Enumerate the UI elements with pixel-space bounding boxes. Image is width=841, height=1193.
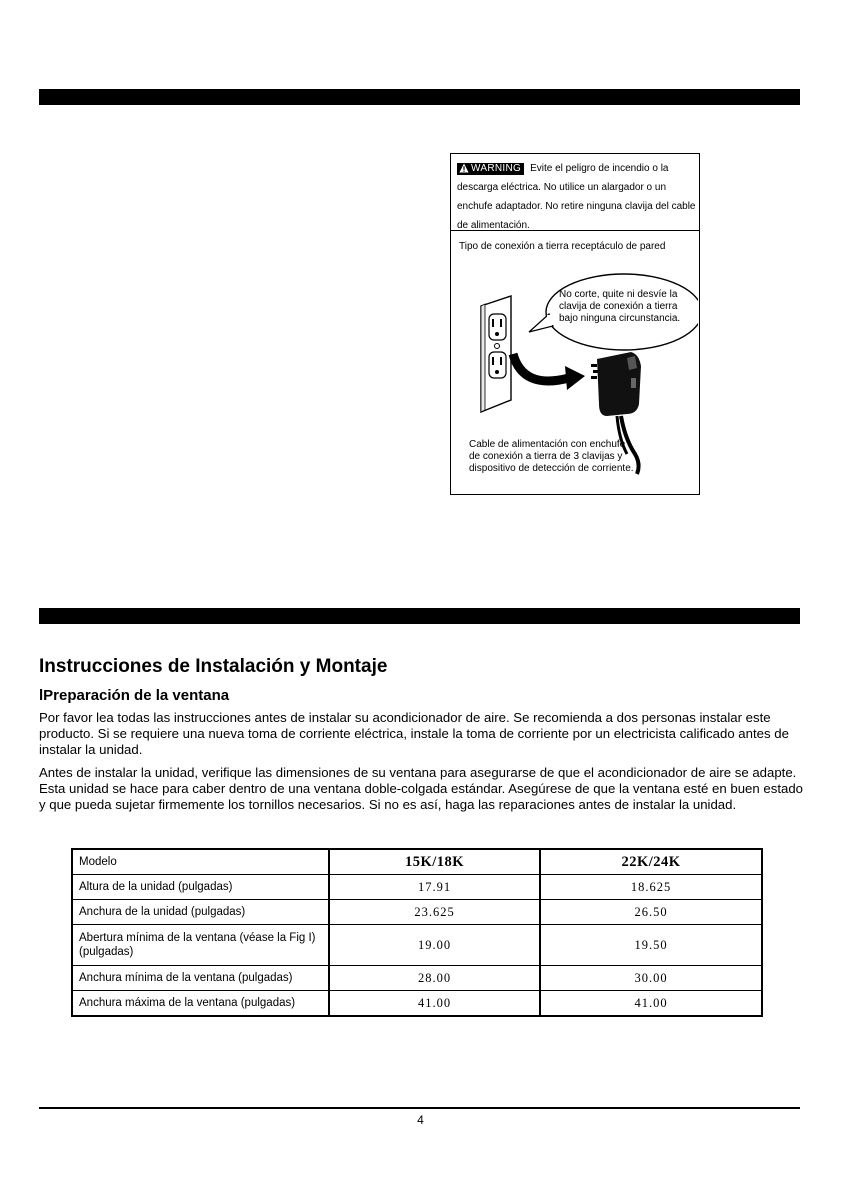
- table-cell: Anchura máxima de la ventana (pulgadas): [72, 991, 329, 1017]
- table-cell: 26.50: [540, 900, 762, 925]
- table-cell: 28.00: [329, 966, 540, 991]
- table-row: [72, 991, 762, 1017]
- table-header-cell: Modelo: [72, 849, 329, 875]
- warning-figure: [450, 153, 700, 495]
- footer-rule: [39, 1107, 800, 1109]
- table-cell: Abertura mínima de la ventana (véase la Fig I) (pulgadas): [72, 925, 329, 966]
- section-subtitle: lPreparación de la ventana: [39, 687, 230, 704]
- warning-badge-label: WARNING: [471, 163, 522, 174]
- table-cell: Anchura mínima de la ventana (pulgadas): [72, 966, 329, 991]
- outlet-label: Tipo de conexión a tierra receptáculo de pared: [459, 241, 666, 252]
- dimensions-paragraph: Antes de instalar la unidad, verifique las dimensiones de su ventana para asegurarse de que el acondicionador de aire se adapte. Esta unidad se hace para caber dentro de una ventana doble-colgada estándar. Asegúrese de que la ventana esté en buen estado y que pueda sujetar firmemente los tornillos necesarios. Si no es así, haga las reparaciones antes de instalar la unidad.: [39, 765, 803, 812]
- section-title: Instrucciones de Instalación y Montaje: [39, 656, 388, 677]
- table-cell: 23.625: [329, 900, 540, 925]
- table-cell: 30.00: [540, 966, 762, 991]
- table-row: [72, 900, 762, 925]
- table-cell: 19.00: [329, 925, 540, 966]
- table-header-cell: 15K/18K: [329, 849, 540, 875]
- table-cell: 41.00: [329, 991, 540, 1017]
- page-number: 4: [417, 1113, 424, 1127]
- table-cell: 19.50: [540, 925, 762, 966]
- section-divider-bottom: [39, 608, 800, 624]
- section-divider-top: [39, 89, 800, 105]
- spec-table: [71, 848, 763, 1017]
- intro-paragraph: Por favor lea todas las instrucciones antes de instalar su acondicionador de aire. Se recomienda a dos personas instalar este producto. Si se requiere una nueva toma de corriente eléctrica, instale la toma de corriente por un electricista calificado antes de instalar la unidad.: [39, 710, 789, 757]
- cable-label: Cable de alimentación con enchufe de conexión a tierra de 3 clavijas y dispositivo de detección de corriente.: [469, 439, 634, 474]
- table-cell: 17.91: [329, 875, 540, 900]
- table-row: [72, 966, 762, 991]
- table-row: [72, 925, 762, 966]
- bubble-text: No corte, quite ni desvíe la clavija de conexión a tierra bajo ninguna circunstancia.: [559, 289, 681, 324]
- table-cell: 41.00: [540, 991, 762, 1017]
- table-cell: 18.625: [540, 875, 762, 900]
- table-header-cell: 22K/24K: [540, 849, 762, 875]
- table-cell: Anchura de la unidad (pulgadas): [72, 900, 329, 925]
- table-row: [72, 875, 762, 900]
- table-cell: Altura de la unidad (pulgadas): [72, 875, 329, 900]
- warning-text: Evite el peligro de incendio o la descarga eléctrica. No utilice un alargador o un enchufe adaptador. No retire ninguna clavija del cable de alimentación.: [457, 163, 696, 231]
- table-header-row: [72, 849, 762, 875]
